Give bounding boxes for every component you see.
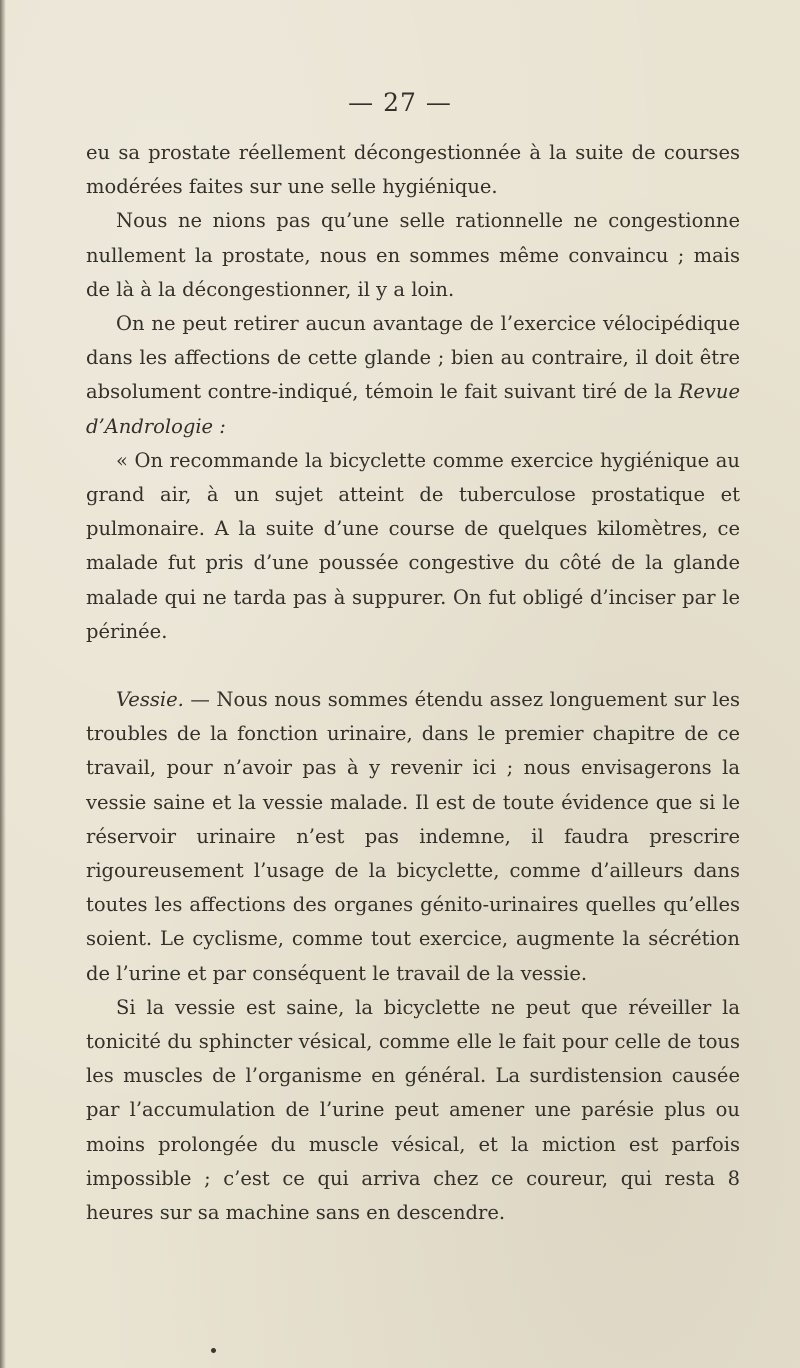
paragraph-5-text: — Nous nous sommes étendu assez longuement sur les troubles de la fonction urinaire, dans le premier chapitre de ce travail, pour n’avoir pas à y revenir ici ; nous envisagerons la vessie saine et la vessie malade. Il est de toute évidence que si le réservoir urinaire n’est pas indemne, il faudra prescrire rigoureusement l’usage de la bicyclette, comme d’ailleurs dans toutes les affections des organes génito-urinaires quelles qu’elles soient. Le cyclisme, comme tout exercice, augmente la sécrétion de l’urine et par conséquent le travail de la vessie. <box>86 688 740 985</box>
paragraph-4-quote: « On recommande la bicyclette comme exercice hygiénique au grand air, à un sujet atteint de tuberculose prostatique et pulmonaire. A la suite d’une course de quelques kilomètres, ce malade fut pris d’une poussée congestive du côté de la glande malade qui ne tarda pas à suppurer. On fut obligé d’inciser par le périnée. <box>86 448 740 643</box>
paragraph-3-text: On ne peut retirer aucun avantage de l’exercice vélocipédique dans les affections de cette glande ; bien au contraire, il doit être absolument contre-indiqué, témoin le fait suivant tiré de la <box>86 312 740 404</box>
body-text <box>86 136 740 1230</box>
journal-title: Revue d’Andrologie : <box>86 380 740 438</box>
paragraph-3 <box>86 307 740 444</box>
page-binding-edge <box>0 0 6 1368</box>
paragraph-1: eu sa prostate réellement décongestionnée à la suite de courses modérées faites sur une selle hygiénique. <box>86 141 740 199</box>
paragraph-6: Si la vessie est saine, la bicyclette ne peut que réveiller la tonicité du sphincter vésical, comme elle le fait pour celle de tous les muscles de l’organisme en général. La surdistension causée par l’accumulation de l’urine peut amener une parésie plus ou moins prolongée du muscle vésical, et la miction est parfois impossible ; c’est ce qui arriva chez ce coureur, qui resta 8 heures sur sa machine sans en descendre. <box>86 995 740 1225</box>
page-number: — 27 — <box>348 88 452 117</box>
paragraph-5 <box>86 683 740 991</box>
section-heading-vessie: Vessie. <box>116 688 184 712</box>
ink-speck <box>211 1348 216 1353</box>
paragraph-2: Nous ne nions pas qu’une selle rationnelle ne congestionne nullement la prostate, nous en sommes même convaincu ; mais de là à la décongestionner, il y a loin. <box>86 209 740 301</box>
